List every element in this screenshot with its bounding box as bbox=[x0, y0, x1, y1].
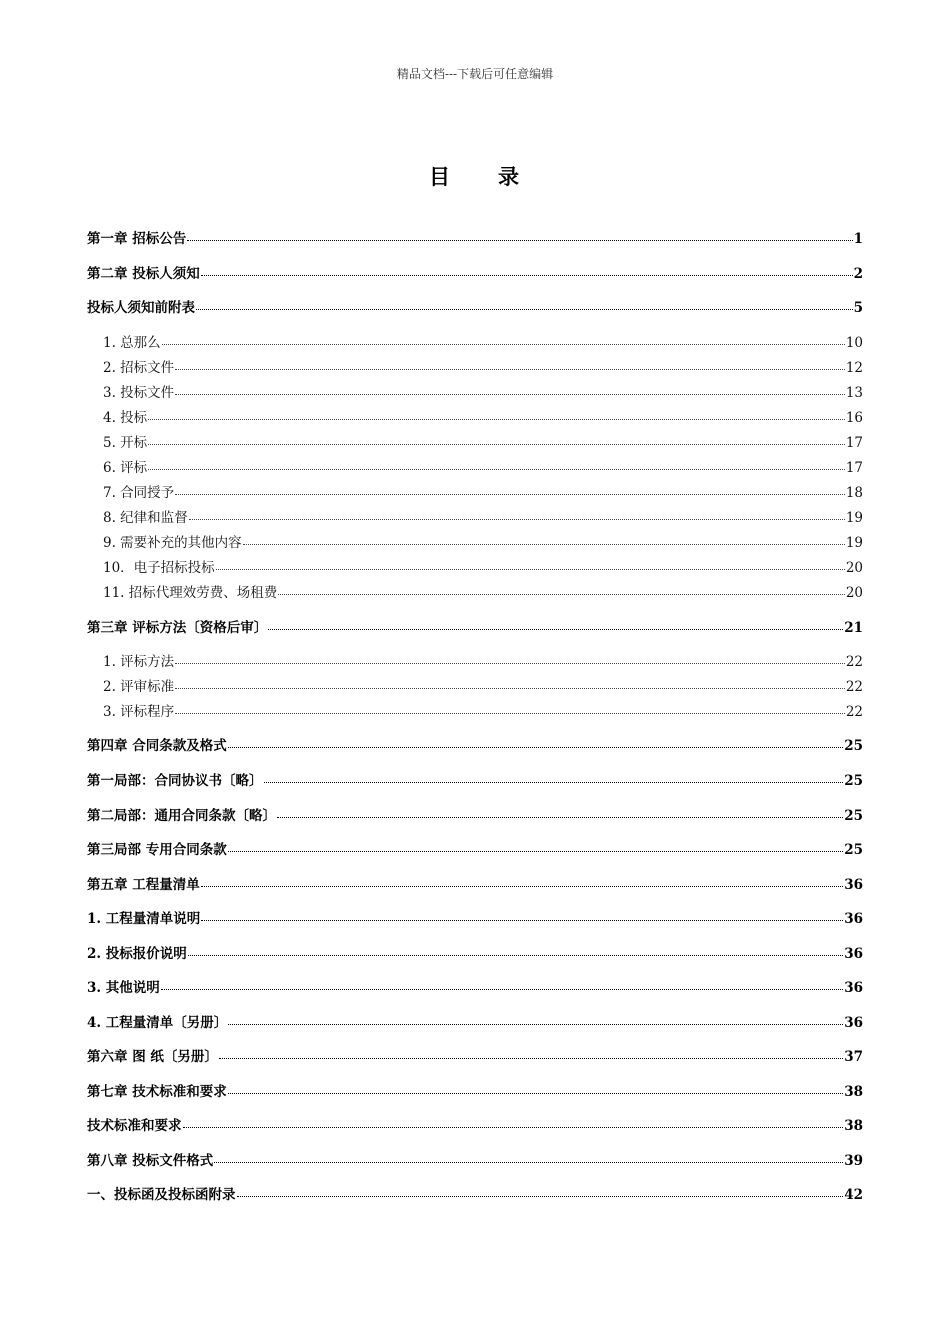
toc-entry-page-number: 37 bbox=[844, 1049, 863, 1065]
toc-dot-leader bbox=[175, 359, 845, 373]
toc-entry-label: 第三章 评标方法〔资格后审〕 bbox=[87, 620, 268, 636]
toc-entry-page-number: 12 bbox=[845, 360, 863, 376]
toc-entry-page-number: 17 bbox=[845, 460, 863, 476]
toc-entry-label: 10．电子招标投标 bbox=[103, 560, 215, 576]
toc-entry[interactable] bbox=[87, 333, 863, 353]
toc-dot-leader bbox=[268, 619, 843, 633]
toc-dot-leader bbox=[277, 807, 843, 821]
toc-entry-label: 第二局部：通用合同条款〔略〕 bbox=[87, 808, 276, 824]
toc-entry-label: 1. 总那么 bbox=[103, 335, 161, 351]
toc-dot-leader bbox=[228, 841, 844, 855]
toc-entry-page-number: 1 bbox=[853, 231, 863, 247]
toc-entry[interactable] bbox=[87, 702, 863, 722]
toc-dot-leader bbox=[219, 1048, 843, 1062]
toc-entry[interactable] bbox=[87, 1150, 863, 1172]
toc-entry-label: 投标人须知前附表 bbox=[87, 300, 195, 316]
toc-entry-page-number: 36 bbox=[844, 980, 863, 996]
toc-dot-leader bbox=[214, 1152, 843, 1166]
toc-entry-label: 7. 合同授予 bbox=[103, 485, 175, 501]
toc-dot-leader bbox=[201, 910, 843, 924]
toc-entry[interactable] bbox=[87, 617, 863, 639]
toc-entry-label: 技术标准和要求 bbox=[87, 1118, 182, 1134]
toc-dot-leader bbox=[175, 653, 845, 667]
toc-dot-leader bbox=[278, 584, 845, 598]
toc-dot-leader bbox=[228, 1083, 844, 1097]
toc-entry[interactable] bbox=[87, 458, 863, 478]
toc-entry-label: 2. 评审标准 bbox=[103, 679, 175, 695]
toc-dot-leader bbox=[237, 1186, 844, 1200]
toc-dot-leader bbox=[228, 1014, 843, 1028]
toc-entry-label: 4. 工程量清单〔另册〕 bbox=[87, 1015, 228, 1031]
toc-entry[interactable] bbox=[87, 263, 863, 285]
toc-entry[interactable] bbox=[87, 1012, 863, 1034]
toc-entry-page-number: 10 bbox=[845, 335, 863, 351]
toc-dot-leader bbox=[228, 737, 844, 751]
toc-entry[interactable] bbox=[87, 297, 863, 319]
toc-entry[interactable] bbox=[87, 1184, 863, 1206]
toc-entry-page-number: 36 bbox=[844, 877, 863, 893]
toc-dot-leader bbox=[175, 384, 845, 398]
toc-entry-label: 3. 投标文件 bbox=[103, 385, 175, 401]
toc-entry[interactable] bbox=[87, 839, 863, 861]
toc-dot-leader bbox=[243, 534, 845, 548]
toc-entry[interactable] bbox=[87, 1115, 863, 1137]
toc-dot-leader bbox=[201, 265, 853, 279]
toc-entry-page-number: 2 bbox=[853, 266, 863, 282]
toc-entry-label: 8. 纪律和监督 bbox=[103, 510, 188, 526]
toc-entry-label: 一、投标函及投标函附录 bbox=[87, 1187, 236, 1203]
toc-entry-label: 1. 工程量清单说明 bbox=[87, 911, 201, 927]
toc-entry[interactable] bbox=[87, 908, 863, 930]
toc-entry[interactable] bbox=[87, 735, 863, 757]
toc-entry-label: 3. 评标程序 bbox=[103, 704, 175, 720]
toc-entry[interactable] bbox=[87, 770, 863, 792]
toc-dot-leader bbox=[175, 678, 845, 692]
toc-entry-page-number: 25 bbox=[844, 773, 863, 789]
toc-entry[interactable] bbox=[87, 533, 863, 553]
toc-dot-leader bbox=[175, 484, 845, 498]
toc-entry-page-number: 20 bbox=[845, 585, 863, 601]
toc-dot-leader bbox=[175, 703, 845, 717]
page-header: 精品文档---下载后可任意编辑 bbox=[396, 67, 554, 81]
toc-dot-leader bbox=[188, 945, 843, 959]
toc-entry-page-number: 42 bbox=[844, 1187, 863, 1203]
toc-entry[interactable] bbox=[87, 1046, 863, 1068]
toc-dot-leader bbox=[216, 559, 845, 573]
toc-entry[interactable] bbox=[87, 805, 863, 827]
toc-entry-page-number: 20 bbox=[845, 560, 863, 576]
toc-entry-label: 第二章 投标人须知 bbox=[87, 266, 200, 282]
toc-entry-page-number: 25 bbox=[844, 842, 863, 858]
toc-entry-page-number: 16 bbox=[845, 410, 863, 426]
toc-dot-leader bbox=[189, 509, 845, 523]
toc-dot-leader bbox=[162, 334, 845, 348]
toc-entry-label: 第六章 图 纸〔另册〕 bbox=[87, 1049, 218, 1065]
toc-entry-page-number: 22 bbox=[845, 654, 863, 670]
toc-entry-page-number: 36 bbox=[844, 911, 863, 927]
toc-entry-page-number: 36 bbox=[844, 1015, 863, 1031]
toc-entry-label: 第一章 招标公告 bbox=[87, 231, 187, 247]
toc-dot-leader bbox=[201, 876, 844, 890]
toc-entry-page-number: 18 bbox=[845, 485, 863, 501]
toc-entry-page-number: 22 bbox=[845, 679, 863, 695]
toc-entry-label: 第四章 合同条款及格式 bbox=[87, 738, 227, 754]
toc-entry[interactable] bbox=[87, 358, 863, 378]
toc-dot-leader bbox=[183, 1117, 844, 1131]
toc-dot-leader bbox=[148, 434, 845, 448]
toc-dot-leader bbox=[148, 409, 845, 423]
toc-entry[interactable] bbox=[87, 383, 863, 403]
toc-entry[interactable] bbox=[87, 1081, 863, 1103]
toc-entry-page-number: 19 bbox=[845, 510, 863, 526]
toc-entry-label: 5. 开标 bbox=[103, 435, 148, 451]
toc-entry[interactable] bbox=[87, 874, 863, 896]
toc-entry-label: 4. 投标 bbox=[103, 410, 148, 426]
toc-entry-label: 3. 其他说明 bbox=[87, 980, 160, 996]
toc-entry-label: 2. 招标文件 bbox=[103, 360, 175, 376]
toc-dot-leader bbox=[264, 772, 844, 786]
toc-dot-leader bbox=[187, 230, 852, 244]
toc-entry-label: 第三局部 专用合同条款 bbox=[87, 842, 227, 858]
toc-entry-page-number: 25 bbox=[844, 808, 863, 824]
toc-entry[interactable] bbox=[87, 583, 863, 603]
toc-entry-page-number: 36 bbox=[844, 946, 863, 962]
toc-entry[interactable] bbox=[87, 977, 863, 999]
toc-entry-page-number: 17 bbox=[845, 435, 863, 451]
toc-entry-page-number: 39 bbox=[844, 1153, 863, 1169]
toc-entry-label: 1. 评标方法 bbox=[103, 654, 175, 670]
toc-entry[interactable] bbox=[87, 433, 863, 453]
toc-entry-label: 9. 需要补充的其他内容 bbox=[103, 535, 242, 551]
toc-entry-page-number: 19 bbox=[845, 535, 863, 551]
toc-entry-label: 第五章 工程量清单 bbox=[87, 877, 200, 893]
toc-entry-page-number: 5 bbox=[853, 300, 863, 316]
toc-entry[interactable] bbox=[87, 677, 863, 697]
toc-entry[interactable] bbox=[87, 943, 863, 965]
toc-entry-page-number: 25 bbox=[844, 738, 863, 754]
toc-entry-page-number: 13 bbox=[845, 385, 863, 401]
toc-entry[interactable] bbox=[87, 558, 863, 578]
toc-entry[interactable] bbox=[87, 508, 863, 528]
toc-entry-label: 6. 评标 bbox=[103, 460, 148, 476]
toc-entry[interactable] bbox=[87, 652, 863, 672]
toc-entry[interactable] bbox=[87, 228, 863, 250]
toc-entry-label: 2. 投标报价说明 bbox=[87, 946, 187, 962]
toc-dot-leader bbox=[148, 459, 845, 473]
toc-entry-label: 第一局部：合同协议书〔略〕 bbox=[87, 773, 263, 789]
toc-entry[interactable] bbox=[87, 408, 863, 428]
page-title: 目 录 bbox=[429, 165, 521, 189]
toc-entry-label: 11. 招标代理效劳费、场租费 bbox=[103, 585, 278, 601]
toc-entry-page-number: 38 bbox=[844, 1084, 863, 1100]
toc-entry-page-number: 38 bbox=[844, 1118, 863, 1134]
toc-entry[interactable] bbox=[87, 483, 863, 503]
toc-entry-label: 第八章 投标文件格式 bbox=[87, 1153, 214, 1169]
toc-entry-page-number: 21 bbox=[844, 620, 863, 636]
toc-dot-leader bbox=[196, 299, 853, 313]
toc-entry-page-number: 22 bbox=[845, 704, 863, 720]
toc-entry-label: 第七章 技术标准和要求 bbox=[87, 1084, 227, 1100]
toc-dot-leader bbox=[161, 979, 843, 993]
